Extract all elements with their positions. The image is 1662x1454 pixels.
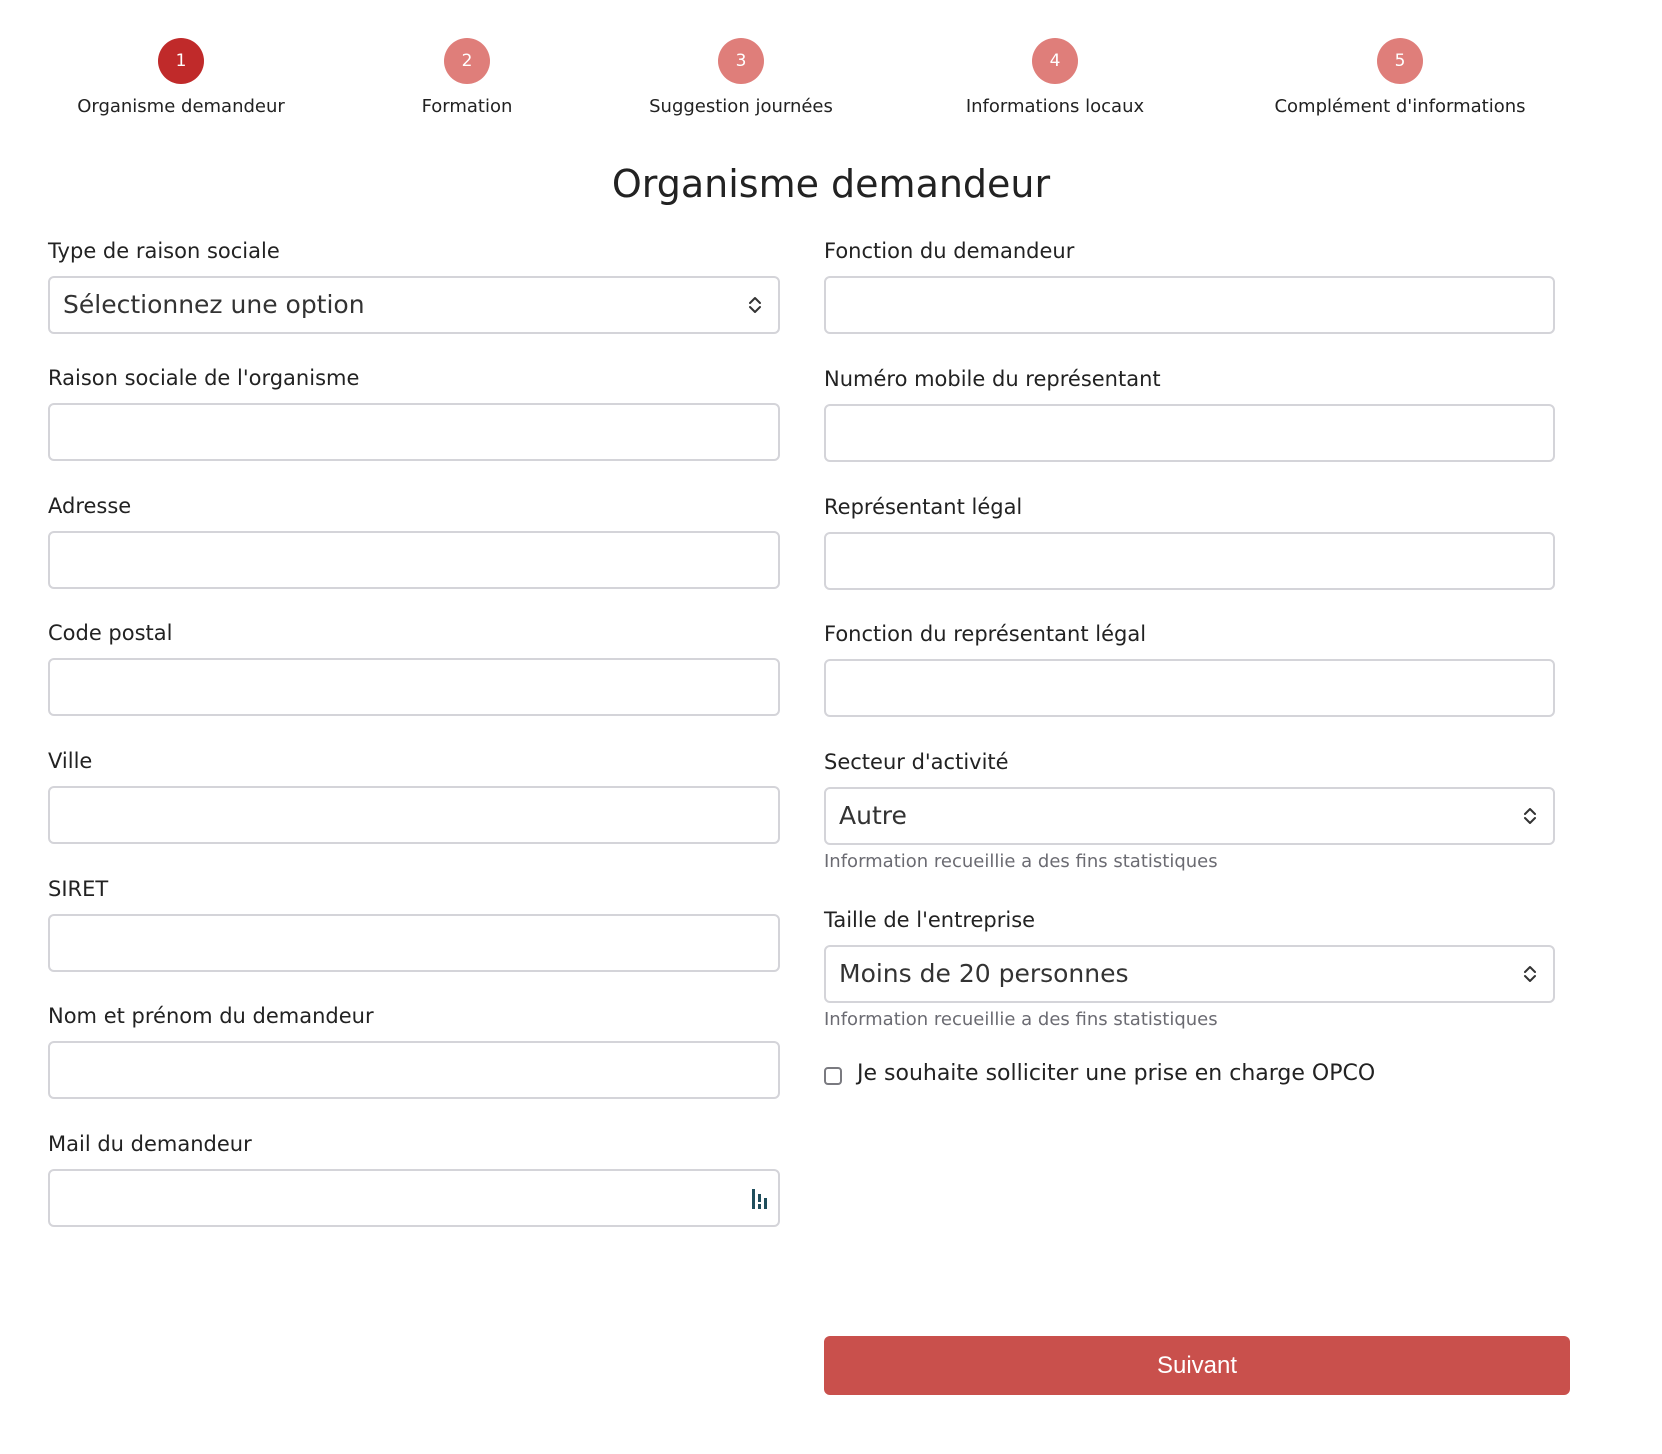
next-button[interactable]: Suivant xyxy=(824,1336,1570,1395)
step-formation[interactable] xyxy=(317,38,617,117)
fonction-demandeur-label: Fonction du demandeur xyxy=(824,239,1075,263)
siret-label: SIRET xyxy=(48,877,109,901)
ville-input[interactable] xyxy=(48,786,780,844)
password-manager-icon[interactable] xyxy=(750,1187,770,1211)
chevron-up-down-icon xyxy=(1521,962,1539,986)
type-raison-sociale-select[interactable] xyxy=(48,276,780,334)
mail-input[interactable] xyxy=(48,1169,780,1227)
page-title: Organisme demandeur xyxy=(611,162,1051,206)
step-number: 1 xyxy=(158,38,204,84)
representant-legal-input[interactable] xyxy=(824,532,1555,590)
secteur-activite-label: Secteur d'activité xyxy=(824,750,1009,774)
code-postal-label: Code postal xyxy=(48,621,173,645)
taille-entreprise-label: Taille de l'entreprise xyxy=(824,908,1036,932)
opco-checkbox-label[interactable]: Je souhaite solliciter une prise en charge OPCO xyxy=(857,1061,1376,1086)
step-number: 3 xyxy=(718,38,764,84)
stepper xyxy=(0,38,1662,118)
taille-entreprise-select[interactable] xyxy=(824,945,1555,1003)
step-number: 5 xyxy=(1377,38,1423,84)
select-value: Moins de 20 personnes xyxy=(839,959,1129,988)
select-value: Sélectionnez une option xyxy=(63,290,365,319)
step-label: Suggestion journées xyxy=(649,96,833,117)
step-informations-locaux[interactable] xyxy=(905,38,1205,117)
adresse-label: Adresse xyxy=(48,494,132,518)
siret-input[interactable] xyxy=(48,914,780,972)
raison-sociale-label: Raison sociale de l'organisme xyxy=(48,366,360,390)
step-label: Organisme demandeur xyxy=(77,96,285,117)
chevron-up-down-icon xyxy=(746,293,764,317)
secteur-activite-select[interactable] xyxy=(824,787,1555,845)
raison-sociale-input[interactable] xyxy=(48,403,780,461)
step-suggestion-journees[interactable] xyxy=(591,38,891,117)
nom-prenom-input[interactable] xyxy=(48,1041,780,1099)
step-label: Complément d'informations xyxy=(1274,96,1526,117)
code-postal-input[interactable] xyxy=(48,658,780,716)
opco-checkbox[interactable] xyxy=(824,1067,842,1085)
step-complement-informations[interactable] xyxy=(1250,38,1550,117)
step-label: Informations locaux xyxy=(965,96,1145,117)
step-label: Formation xyxy=(421,96,513,117)
step-organisme-demandeur[interactable] xyxy=(31,38,331,117)
fonction-representant-label: Fonction du représentant légal xyxy=(824,622,1147,646)
taille-entreprise-help: Information recueillie a des fins statistiques xyxy=(824,1009,1218,1030)
select-value: Autre xyxy=(839,801,907,830)
numero-mobile-label: Numéro mobile du représentant xyxy=(824,367,1161,391)
fonction-demandeur-input[interactable] xyxy=(824,276,1555,334)
ville-label: Ville xyxy=(48,749,93,773)
nom-prenom-label: Nom et prénom du demandeur xyxy=(48,1004,374,1028)
type-raison-sociale-label: Type de raison sociale xyxy=(48,239,280,263)
representant-legal-label: Représentant légal xyxy=(824,495,1023,519)
secteur-activite-help: Information recueillie a des fins statistiques xyxy=(824,851,1218,872)
step-number: 2 xyxy=(444,38,490,84)
mail-label: Mail du demandeur xyxy=(48,1132,252,1156)
fonction-representant-input[interactable] xyxy=(824,659,1555,717)
chevron-up-down-icon xyxy=(1521,804,1539,828)
step-number: 4 xyxy=(1032,38,1078,84)
numero-mobile-input[interactable] xyxy=(824,404,1555,462)
adresse-input[interactable] xyxy=(48,531,780,589)
